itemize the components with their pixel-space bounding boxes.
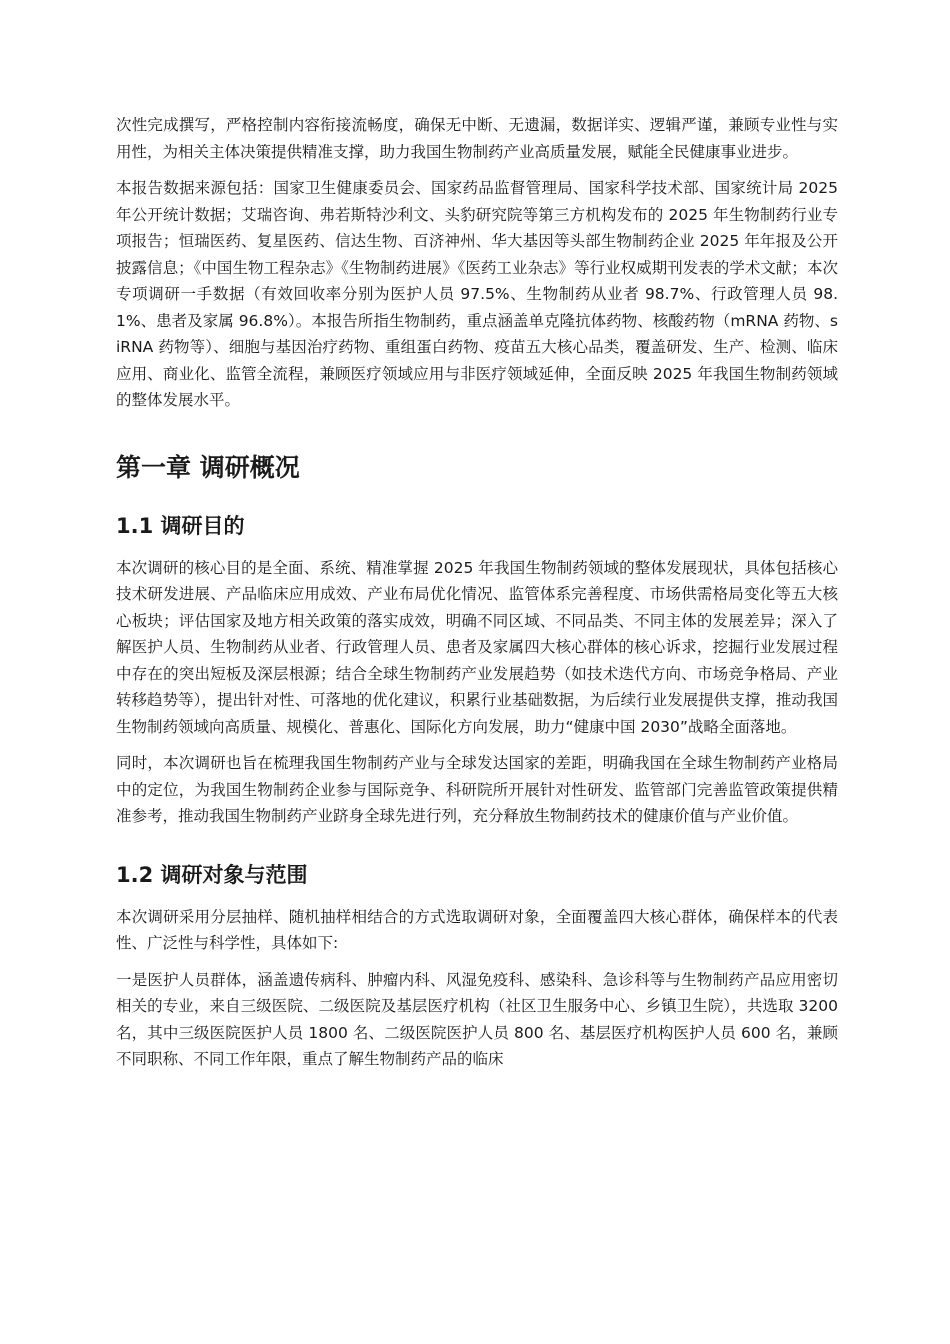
intro-paragraph-1: 次性完成撰写，严格控制内容衔接流畅度，确保无中断、无遗漏，数据详实、逻辑严谨，兼顾专业性与实用性，为相关主体决策提供精准支撑，助力我国生物制药产业高质量发展，赋能全民健康事业进步。 [116,116,838,161]
intro-paragraph-data-sources: 本报告数据来源包括：国家卫生健康委员会、国家药品监督管理局、国家科学技术部、国家统计局 2025 年公开统计数据；艾瑞咨询、弗若斯特沙利文、头豹研究院等第三方机构发布的 2025 年生物制药行业专项报告；恒瑞医药、复星医药、信达生物、百济神州、华大基因等头部生物制药企业 2025 年年报及公开披露信息；《中国生物工程杂志》《生物制药进展》《医药工业杂志》等行业权威期刊发表的学术文献；本次专项调研一手数据（有效回收率分别为医护人员 97.5%、生物制药从业者 98.7%、行政管理人员 98.1%、患者及家属 96.8%）。本报告所指生物制药，重点涵盖单克隆抗体药物、核酸药物（mRNA 药物、siRNA 药物等）、细胞与基因治疗药物、重组蛋白药物、疫苗五大核心品类，覆盖研发、生产、检测、临床应用、商业化、监管全流程，兼顾医疗领域应用与非医疗领域延伸，全面反映 2025 年我国生物制药领域的整体发展水平。 [116,179,838,409]
section-1-2-paragraph-2: 一是医护人员群体，涵盖遗传病科、肿瘤内科、风湿免疫科、感染科、急诊科等与生物制药产品应用密切相关的专业，来自三级医院、二级医院及基层医疗机构（社区卫生服务中心、乡镇卫生院），共选取 3200 名，其中三级医院医护人员 1800 名、二级医院医护人员 800 名、基层医疗机构医护人员 600 名，兼顾不同职称、不同工作年限，重点了解生物制药产品的临床 [116,970,838,1068]
section-1-1-paragraph-1: 本次调研的核心目的是全面、系统、精准掌握 2025 年我国生物制药领域的整体发展现状，具体包括核心技术研发进展、产品临床应用成效、产业布局优化情况、监管体系完善程度、市场供需格局变化等五大核心板块；评估国家及地方相关政策的落实成效，明确不同区域、不同品类、不同主体的发展差异；深入了解医护人员、生物制药从业者、行政管理人员、患者及家属四大核心群体的核心诉求，挖掘行业发展过程中存在的突出短板及深层根源；结合全球生物制药产业发展趋势（如技术迭代方向、市场竞争格局、产业转移趋势等），提出针对性、可落地的优化建议，积累行业基础数据，为后续行业发展提供支撑，推动我国生物制药领域向高质量、规模化、普惠化、国际化方向发展，助力“健康中国 2030”战略全面落地。 [116,558,838,736]
section-1-1-paragraph-2: 同时，本次调研也旨在梳理我国生物制药产业与全球发达国家的差距，明确我国在全球生物制药产业格局中的定位，为我国生物制药企业参与国际竞争、科研院所开展针对性研发、监管部门完善监管政策提供精准参考，推动我国生物制药产业跻身全球先进行列，充分释放生物制药技术的健康价值与产业价值。 [116,754,838,825]
document-page [116,112,838,1073]
chapter-title: 第一章 调研概况 [116,452,300,482]
section-title-1-2: 1.2 调研对象与范围 [116,862,308,887]
section-1-2-paragraph-1: 本次调研采用分层抽样、随机抽样相结合的方式选取调研对象，全面覆盖四大核心群体，确保样本的代表性、广泛性与科学性，具体如下: [116,907,838,952]
section-title-1-1: 1.1 调研目的 [116,513,245,538]
